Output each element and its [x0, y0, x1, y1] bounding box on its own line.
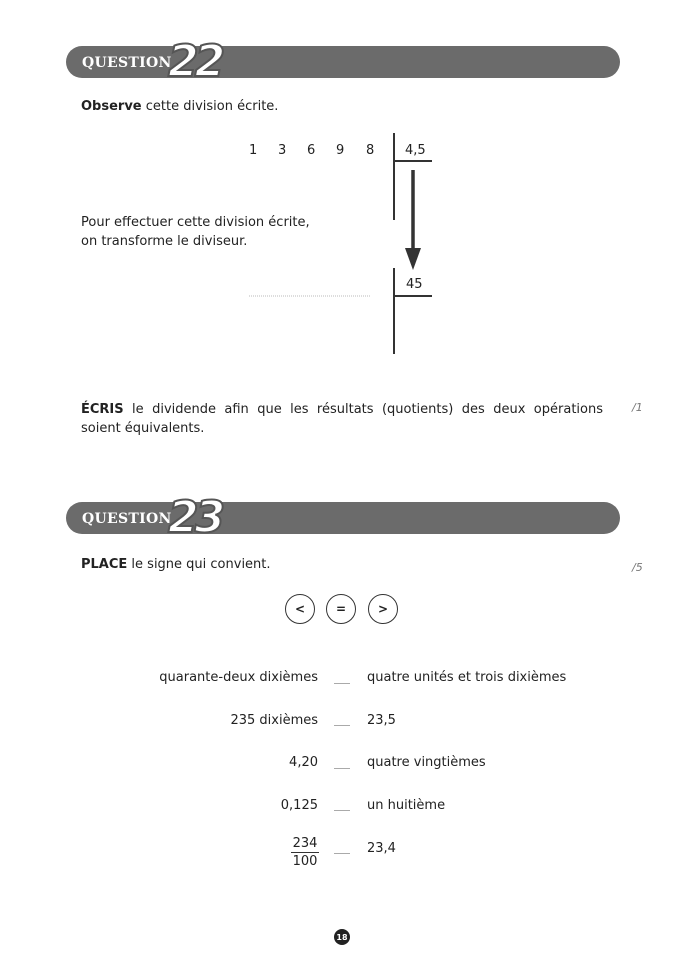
- score-q23: /5: [632, 561, 643, 574]
- comparison-right: 23,5: [367, 713, 396, 728]
- comparison-left: 235 dixièmes: [230, 713, 318, 728]
- comparison-right: quatre unités et trois dixièmes: [367, 670, 567, 685]
- arrow-down-icon: [405, 248, 421, 270]
- comparison-left: 0,125: [280, 798, 318, 813]
- task-bold: ÉCRIS: [81, 402, 124, 417]
- new-divisor: 45: [406, 277, 423, 292]
- comparison-right: quatre vingtièmes: [367, 755, 486, 770]
- dividend-digit: 8: [366, 143, 375, 158]
- task-text: [81, 400, 603, 438]
- greater-than-sign: >: [368, 594, 398, 624]
- page-number: 18: [334, 929, 350, 945]
- fraction-numerator: 234: [292, 836, 318, 851]
- note-text: [81, 213, 310, 251]
- question-number: 23: [168, 492, 222, 543]
- note-line: on transforme le diviseur.: [81, 234, 248, 249]
- fraction-denominator: 100: [292, 854, 318, 869]
- instruction-text: cette division écrite.: [141, 99, 279, 114]
- instruction-text: le signe qui convient.: [127, 557, 271, 572]
- divisor: 4,5: [405, 143, 426, 158]
- note-line: Pour effectuer cette division écrite,: [81, 215, 310, 230]
- instruction-bold: PLACE: [81, 557, 128, 572]
- task-rest: le dividende afin que les résultats (quotients) des deux opérations soient équivalents.: [81, 402, 603, 436]
- score-q22: /1: [632, 401, 643, 414]
- question-23-header: [66, 492, 620, 543]
- comparison-right: 23,4: [367, 841, 396, 856]
- fraction: [291, 836, 319, 869]
- instruction-place: [81, 557, 271, 572]
- sign-blank[interactable]: [334, 853, 350, 854]
- comparison-right: un huitième: [367, 798, 446, 813]
- question-number: 22: [168, 36, 222, 87]
- instruction-bold: Observe: [81, 99, 142, 114]
- equals-sign: =: [326, 594, 356, 624]
- sign-blank[interactable]: [334, 683, 350, 684]
- dividend-digit: 1: [249, 143, 258, 158]
- dividend-digit: 3: [278, 143, 287, 158]
- sign-blank[interactable]: [334, 725, 350, 726]
- question-label: QUESTION: [82, 55, 172, 71]
- sign-blank[interactable]: [334, 810, 350, 811]
- question-label: QUESTION: [82, 511, 172, 527]
- comparison-left: 4,20: [289, 755, 318, 770]
- sign-blank[interactable]: [334, 768, 350, 769]
- less-than-sign: <: [285, 594, 315, 624]
- dividend-digit: 9: [336, 143, 345, 158]
- comparison-left: quarante-deux dixièmes: [159, 670, 318, 685]
- dividend-digit: 6: [307, 143, 316, 158]
